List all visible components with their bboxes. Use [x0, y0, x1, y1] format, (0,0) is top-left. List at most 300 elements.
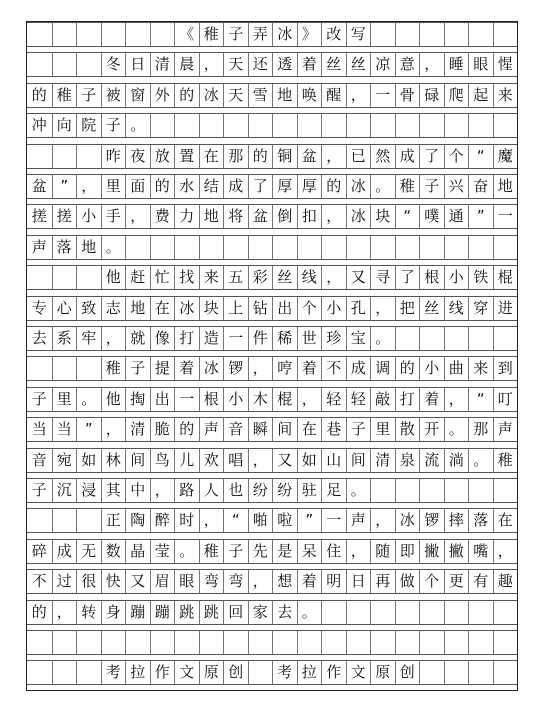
empty-cell: [346, 631, 371, 654]
empty-cell: [493, 114, 518, 137]
character-cell: 陶: [125, 509, 150, 532]
character-cell: 回: [223, 601, 248, 624]
character-cell: 跳: [199, 601, 224, 624]
punctuation-cell: “: [395, 205, 420, 228]
character-cell: 就: [125, 327, 150, 350]
character-cell: 小: [321, 297, 346, 320]
character-cell: 地: [199, 205, 224, 228]
character-cell: 创: [395, 661, 420, 684]
character-cell: 敲: [370, 388, 395, 411]
empty-cell: [248, 114, 273, 137]
character-cell: 块: [370, 205, 395, 228]
empty-cell: [444, 479, 469, 502]
empty-cell: [76, 53, 101, 76]
character-cell: 沉: [52, 479, 77, 502]
character-cell: 晶: [125, 540, 150, 563]
character-cell: 小: [419, 357, 444, 380]
empty-cell: [174, 114, 199, 137]
character-cell: 不: [31, 572, 47, 591]
grid-row: [27, 508, 517, 533]
character-cell: 在: [150, 297, 175, 320]
character-cell: 明: [321, 570, 346, 593]
empty-cell: [370, 236, 395, 259]
character-cell: 穿: [468, 297, 493, 320]
character-cell: 呆: [297, 540, 322, 563]
punctuation-cell: ，: [346, 84, 371, 107]
character-cell: 透: [272, 53, 297, 76]
character-cell: 盆: [297, 145, 322, 168]
character-cell: 子: [31, 481, 47, 499]
character-cell: 彩: [248, 266, 273, 289]
character-cell: 丝: [419, 297, 444, 320]
character-cell: 声: [346, 509, 371, 532]
character-cell: 的: [174, 84, 199, 107]
character-cell: 提: [150, 357, 175, 380]
character-cell: 弄: [248, 23, 273, 46]
character-cell: 写: [346, 23, 371, 46]
character-cell: 稚: [395, 175, 420, 198]
character-cell: 淌: [444, 449, 469, 472]
character-cell: 子: [125, 357, 150, 380]
character-cell: 当: [31, 420, 47, 439]
character-cell: 泉: [395, 449, 420, 472]
empty-cell: [444, 661, 469, 684]
empty-cell: [248, 631, 273, 654]
character-cell: 子: [31, 389, 47, 408]
punctuation-cell: ，: [248, 357, 273, 380]
character-cell: 小: [76, 205, 101, 228]
empty-cell: [52, 266, 77, 289]
character-cell: 致: [76, 297, 101, 320]
character-cell: 出: [272, 297, 297, 320]
character-cell: 成: [346, 357, 371, 380]
character-cell: 外: [150, 84, 175, 107]
character-cell: 纷: [248, 479, 273, 502]
character-cell: 如: [76, 449, 101, 472]
empty-cell: [321, 601, 346, 624]
character-cell: 创: [223, 661, 248, 684]
character-cell: 着: [297, 357, 322, 380]
character-cell: 个: [419, 570, 444, 593]
character-cell: 线: [444, 297, 469, 320]
character-cell: 轻: [346, 388, 371, 411]
punctuation-cell: “: [468, 145, 493, 168]
character-cell: 浸: [76, 479, 101, 502]
empty-cell: [150, 114, 175, 137]
grid-row: [27, 52, 517, 77]
empty-cell: [370, 23, 395, 46]
character-cell: 睡: [444, 53, 469, 76]
character-cell: 打: [395, 388, 420, 411]
character-cell: 稀: [272, 327, 297, 350]
character-cell: 去: [31, 329, 47, 347]
punctuation-cell: ，: [321, 266, 346, 289]
empty-cell: [174, 236, 199, 259]
character-cell: 如: [297, 449, 322, 472]
empty-cell: [444, 631, 469, 654]
punctuation-cell: ，: [321, 145, 346, 168]
character-cell: 凉: [370, 53, 395, 76]
character-cell: 再: [370, 570, 395, 593]
grid-row: [27, 204, 517, 229]
character-cell: 在: [297, 418, 322, 441]
character-cell: 小: [444, 266, 469, 289]
character-cell: 身: [101, 601, 126, 624]
empty-cell: [52, 357, 77, 380]
punctuation-cell: 。: [174, 540, 199, 563]
character-cell: 跳: [174, 601, 199, 624]
character-cell: 天: [223, 84, 248, 107]
punctuation-cell: 。: [370, 175, 395, 198]
character-cell: 噗: [419, 205, 444, 228]
character-cell: 一: [174, 388, 199, 411]
grid-row: [27, 326, 517, 351]
character-cell: 块: [199, 297, 224, 320]
character-cell: 路: [174, 479, 199, 502]
grid-row: [27, 387, 517, 412]
character-cell: 又: [125, 570, 150, 593]
character-cell: 的: [395, 357, 420, 380]
character-cell: 作: [150, 661, 175, 684]
character-cell: 倒: [272, 205, 297, 228]
character-cell: 稚: [199, 540, 224, 563]
empty-cell: [493, 661, 518, 684]
punctuation-cell: ，: [346, 540, 371, 563]
character-cell: 寻: [370, 266, 395, 289]
empty-cell: [27, 661, 52, 684]
character-cell: 摔: [444, 509, 469, 532]
character-cell: 音: [31, 450, 47, 469]
punctuation-cell: 。: [346, 479, 371, 502]
punctuation-cell: ，: [125, 205, 150, 228]
character-cell: 子: [346, 418, 371, 441]
character-cell: 弯: [223, 570, 248, 593]
character-cell: 作: [321, 661, 346, 684]
empty-cell: [444, 236, 469, 259]
character-cell: 原: [199, 661, 224, 684]
punctuation-cell: 。: [370, 327, 395, 350]
character-cell: 他: [101, 388, 126, 411]
character-cell: 宝: [346, 327, 371, 350]
character-cell: 放: [150, 145, 175, 168]
character-cell: 孔: [346, 297, 371, 320]
character-cell: 撇: [419, 540, 444, 563]
grid-row: [27, 417, 517, 442]
character-cell: 在: [493, 509, 518, 532]
punctuation-cell: ，: [52, 601, 77, 624]
character-cell: 成: [223, 175, 248, 198]
character-cell: 里: [101, 175, 126, 198]
punctuation-cell: ，: [101, 418, 126, 441]
empty-cell: [223, 631, 248, 654]
character-cell: 丝: [321, 53, 346, 76]
character-cell: 儿: [174, 449, 199, 472]
character-cell: 心: [52, 297, 77, 320]
punctuation-cell: 。: [125, 114, 150, 137]
empty-cell: [419, 236, 444, 259]
character-cell: 上: [223, 297, 248, 320]
grid-row: [27, 83, 517, 108]
character-cell: 志: [101, 297, 126, 320]
empty-cell: [444, 601, 469, 624]
punctuation-cell: ，: [444, 388, 469, 411]
character-cell: 巷: [321, 418, 346, 441]
character-cell: 五: [223, 266, 248, 289]
character-cell: 奋: [468, 175, 493, 198]
character-cell: 来: [493, 84, 518, 107]
character-cell: 日: [346, 570, 371, 593]
empty-cell: [272, 114, 297, 137]
character-cell: 唱: [223, 449, 248, 472]
punctuation-cell: ，: [199, 53, 224, 76]
character-cell: 着: [419, 388, 444, 411]
empty-cell: [395, 327, 420, 350]
empty-cell: [493, 236, 518, 259]
character-cell: 稚: [52, 84, 77, 107]
character-cell: 考: [272, 661, 297, 684]
punctuation-cell: 。: [101, 236, 126, 259]
punctuation-cell: ”: [297, 509, 322, 532]
character-cell: 地: [493, 175, 518, 198]
character-cell: 锣: [419, 509, 444, 532]
character-cell: 流: [419, 449, 444, 472]
character-cell: 打: [174, 327, 199, 350]
character-cell: 去: [272, 601, 297, 624]
character-cell: 当: [52, 418, 77, 441]
character-cell: 出: [150, 388, 175, 411]
character-cell: 曲: [444, 357, 469, 380]
grid-row: [27, 600, 517, 625]
character-cell: 人: [199, 479, 224, 502]
character-cell: 轻: [321, 388, 346, 411]
character-cell: 夜: [125, 145, 150, 168]
empty-cell: [76, 145, 101, 168]
character-cell: 拉: [297, 661, 322, 684]
punctuation-cell: “: [223, 509, 248, 532]
character-cell: 了: [419, 145, 444, 168]
punctuation-cell: “: [468, 388, 493, 411]
character-cell: 厚: [272, 175, 297, 198]
character-cell: 子: [76, 84, 101, 107]
character-cell: 窗: [125, 84, 150, 107]
character-cell: 魔: [493, 145, 518, 168]
character-cell: 稚: [493, 449, 518, 472]
character-cell: 随: [370, 540, 395, 563]
character-cell: 原: [370, 661, 395, 684]
punctuation-cell: 。: [468, 449, 493, 472]
character-cell: 很: [76, 570, 101, 593]
character-cell: 足: [321, 479, 346, 502]
punctuation-cell: ，: [199, 509, 224, 532]
character-cell: 先: [248, 540, 273, 563]
character-cell: 声: [31, 237, 47, 256]
character-cell: 意: [395, 53, 420, 76]
character-cell: 钻: [248, 297, 273, 320]
character-cell: 面: [125, 175, 150, 198]
character-cell: 世: [297, 327, 322, 350]
empty-cell: [125, 23, 150, 46]
character-cell: 着: [297, 570, 322, 593]
character-cell: 调: [370, 357, 395, 380]
empty-cell: [76, 357, 101, 380]
empty-cell: [27, 357, 52, 380]
grid-row: [27, 539, 517, 564]
grid-row: [27, 660, 517, 685]
empty-cell: [199, 114, 224, 137]
character-cell: 做: [395, 570, 420, 593]
empty-cell: [370, 114, 395, 137]
empty-cell: [297, 114, 322, 137]
punctuation-cell: 》: [297, 23, 322, 46]
character-cell: 里: [370, 418, 395, 441]
empty-cell: [419, 114, 444, 137]
character-cell: 趣: [493, 570, 518, 593]
character-cell: 子: [223, 23, 248, 46]
empty-cell: [395, 114, 420, 137]
character-cell: 爬: [444, 84, 469, 107]
empty-cell: [76, 509, 101, 532]
character-cell: 拉: [125, 661, 150, 684]
character-cell: 间: [346, 449, 371, 472]
character-cell: 兴: [444, 175, 469, 198]
character-cell: 牢: [76, 327, 101, 350]
empty-cell: [272, 236, 297, 259]
empty-cell: [419, 327, 444, 350]
character-cell: 林: [101, 449, 126, 472]
punctuation-cell: ，: [370, 297, 395, 320]
character-cell: 清: [370, 449, 395, 472]
empty-cell: [346, 601, 371, 624]
character-cell: 搓: [52, 205, 77, 228]
empty-cell: [272, 631, 297, 654]
character-cell: 专: [31, 298, 47, 317]
empty-cell: [150, 631, 175, 654]
punctuation-cell: 。: [297, 601, 322, 624]
grid-row: [27, 144, 517, 169]
character-cell: 间: [125, 449, 150, 472]
character-cell: 纷: [272, 479, 297, 502]
character-cell: 珍: [321, 327, 346, 350]
grid-row: [27, 630, 517, 655]
character-cell: 正: [101, 509, 126, 532]
character-cell: 落: [52, 236, 77, 259]
character-cell: 不: [321, 357, 346, 380]
grid-row: [27, 448, 517, 473]
character-cell: 晨: [174, 53, 199, 76]
character-cell: 向: [52, 114, 77, 137]
character-cell: 时: [174, 509, 199, 532]
character-cell: 了: [248, 175, 273, 198]
empty-cell: [199, 631, 224, 654]
character-cell: 锣: [223, 357, 248, 380]
empty-cell: [27, 631, 52, 654]
character-cell: 啪: [248, 509, 273, 532]
empty-cell: [125, 236, 150, 259]
character-cell: 日: [125, 53, 150, 76]
character-cell: 眼: [174, 570, 199, 593]
character-cell: 那: [223, 145, 248, 168]
empty-cell: [493, 631, 518, 654]
empty-cell: [346, 236, 371, 259]
empty-cell: [395, 236, 420, 259]
character-cell: 铁: [468, 266, 493, 289]
empty-cell: [419, 631, 444, 654]
character-cell: 被: [101, 84, 126, 107]
character-cell: 叮: [493, 388, 518, 411]
character-cell: 有: [468, 570, 493, 593]
empty-cell: [52, 23, 77, 46]
character-cell: 眼: [468, 53, 493, 76]
empty-cell: [297, 631, 322, 654]
empty-cell: [321, 631, 346, 654]
punctuation-cell: ，: [248, 449, 273, 472]
character-cell: 盆: [31, 177, 47, 195]
character-cell: 山: [321, 449, 346, 472]
empty-cell: [493, 479, 518, 502]
empty-cell: [248, 661, 273, 684]
character-cell: 然: [370, 145, 395, 168]
character-cell: 扣: [297, 205, 322, 228]
character-cell: 铜: [272, 145, 297, 168]
empty-cell: [395, 23, 420, 46]
character-cell: 的: [31, 85, 47, 104]
character-cell: 碎: [31, 541, 47, 560]
character-cell: 还: [248, 53, 273, 76]
character-cell: 又: [346, 266, 371, 289]
empty-cell: [444, 327, 469, 350]
grid-row: [27, 265, 517, 290]
character-cell: 脆: [150, 418, 175, 441]
empty-cell: [174, 631, 199, 654]
character-cell: 着: [174, 357, 199, 380]
grid-row: [27, 356, 517, 381]
character-cell: 醉: [150, 509, 175, 532]
character-cell: 也: [223, 479, 248, 502]
empty-cell: [27, 145, 52, 168]
character-cell: 通: [444, 205, 469, 228]
character-cell: 来: [468, 357, 493, 380]
character-cell: 骨: [395, 84, 420, 107]
character-cell: 手: [101, 205, 126, 228]
character-cell: 进: [493, 297, 518, 320]
character-cell: 找: [174, 266, 199, 289]
empty-cell: [27, 53, 52, 76]
character-cell: 冰: [174, 297, 199, 320]
empty-cell: [248, 236, 273, 259]
character-cell: 线: [297, 266, 322, 289]
character-cell: 置: [174, 145, 199, 168]
character-cell: 丝: [346, 53, 371, 76]
empty-cell: [223, 236, 248, 259]
character-cell: 音: [223, 418, 248, 441]
character-cell: 起: [468, 84, 493, 107]
punctuation-cell: ，: [76, 175, 101, 198]
character-cell: 声: [199, 418, 224, 441]
empty-cell: [468, 23, 493, 46]
character-cell: 鸟: [150, 449, 175, 472]
character-cell: 开: [419, 418, 444, 441]
character-cell: 地: [76, 236, 101, 259]
punctuation-cell: ，: [150, 479, 175, 502]
character-cell: 子: [223, 540, 248, 563]
empty-cell: [321, 236, 346, 259]
character-cell: 驻: [297, 479, 322, 502]
character-cell: 啦: [272, 509, 297, 532]
grid-row: [27, 235, 517, 260]
character-cell: 冬: [101, 53, 126, 76]
empty-cell: [52, 661, 77, 684]
character-cell: 间: [272, 418, 297, 441]
